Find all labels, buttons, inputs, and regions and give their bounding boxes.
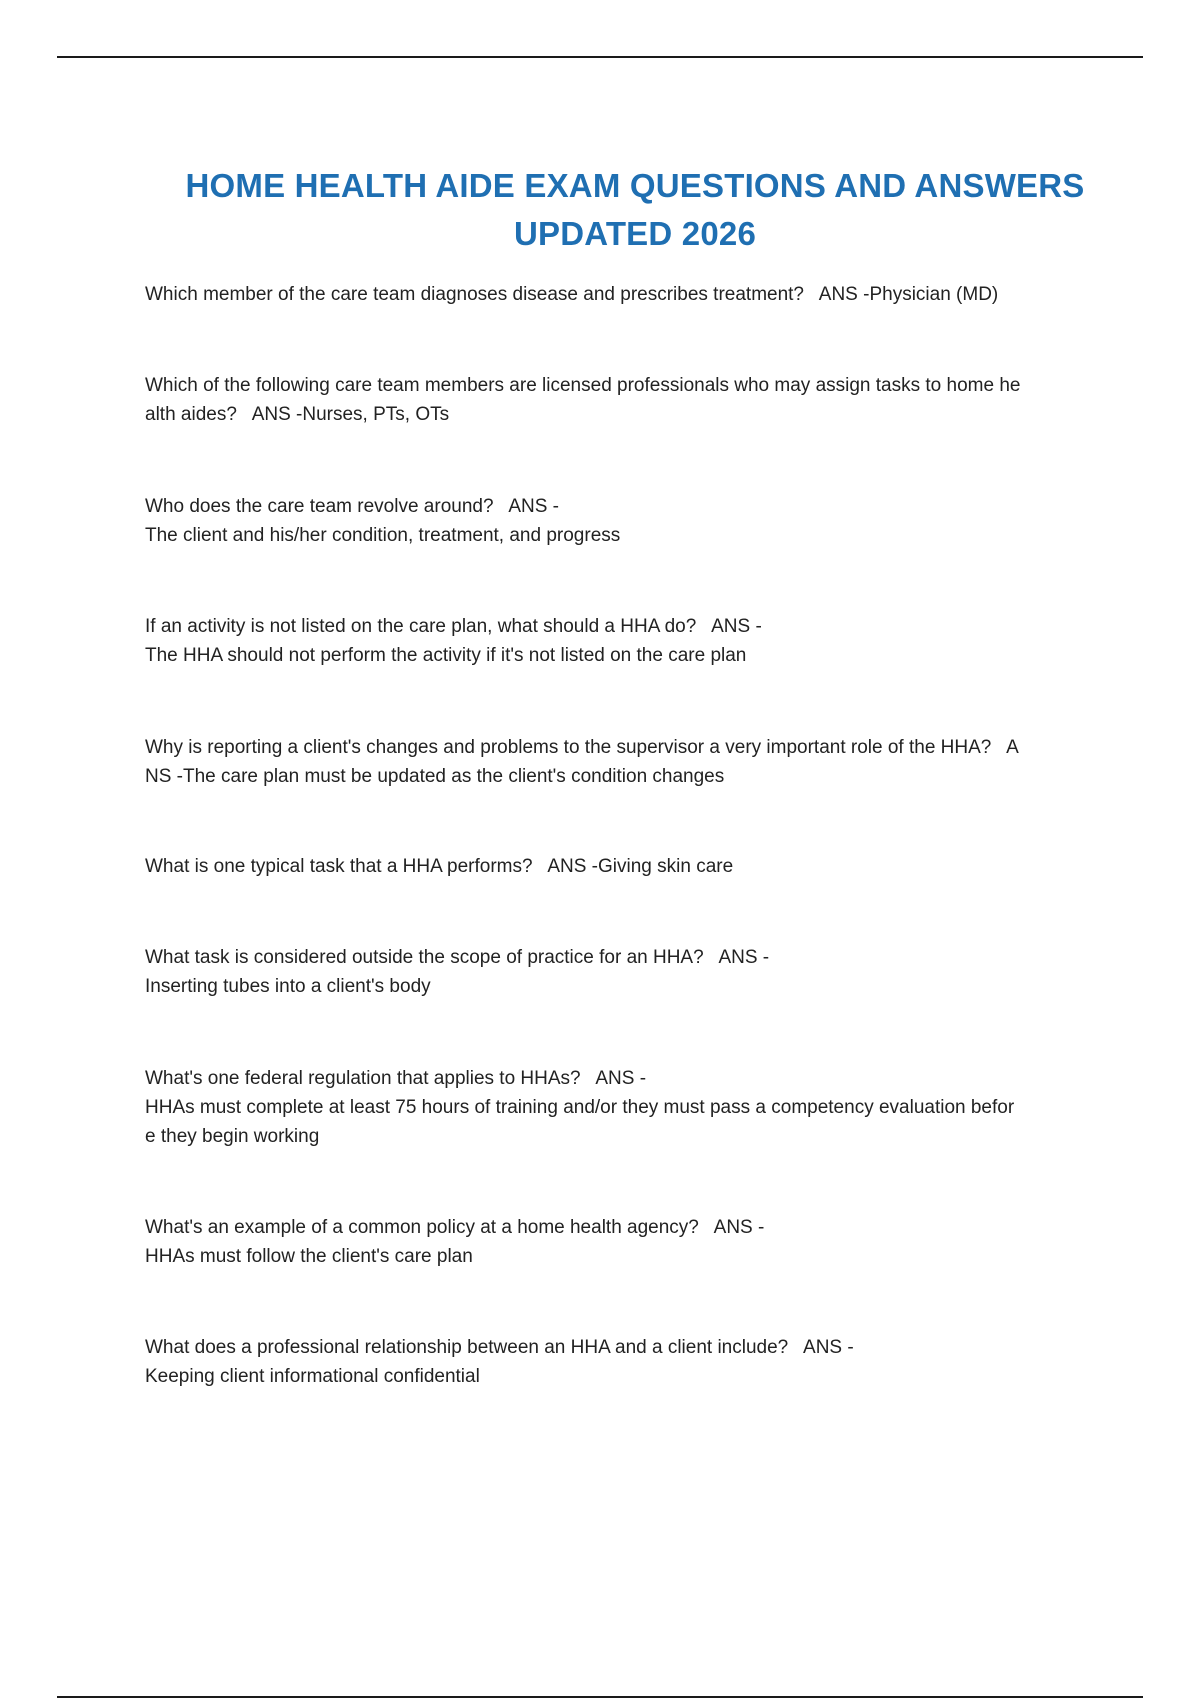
qa-item [145, 852, 1085, 881]
qa-line: What's an example of a common policy at a home health agency? ANS - [145, 1217, 765, 1238]
qa-line: Why is reporting a client's changes and problems to the supervisor a very important role of the HHA? A [145, 737, 1019, 758]
qa-item [145, 1213, 1085, 1271]
qa-line: Which of the following care team members are licensed professionals who may assign tasks to home he [145, 375, 1021, 396]
qa-item [145, 280, 1085, 309]
qa-item [145, 1333, 1085, 1391]
qa-line: Keeping client informational confidential [145, 1366, 480, 1387]
qa-line: Inserting tubes into a client's body [145, 976, 431, 997]
top-rule [57, 56, 1143, 58]
title-line-2: UPDATED 2026 [513, 215, 757, 253]
qa-line: The HHA should not perform the activity if it's not listed on the care plan [145, 645, 747, 666]
qa-line: e they begin working [145, 1126, 320, 1147]
qa-line: HHAs must complete at least 75 hours of training and/or they must pass a competency evaluation befor [145, 1097, 1015, 1118]
qa-item [145, 371, 1085, 429]
qa-line: NS -The care plan must be updated as the client's condition changes [145, 766, 725, 787]
qa-line: Which member of the care team diagnoses disease and prescribes treatment? ANS -Physician (MD) [145, 284, 999, 305]
qa-line: What is one typical task that a HHA performs? ANS -Giving skin care [145, 856, 734, 877]
qa-line: If an activity is not listed on the care plan, what should a HHA do? ANS - [145, 616, 762, 637]
qa-item [145, 492, 1085, 550]
title-line-1: HOME HEALTH AIDE EXAM QUESTIONS AND ANSWERS [185, 167, 1085, 205]
qa-item [145, 943, 1085, 1001]
qa-line: What does a professional relationship between an HHA and a client include? ANS - [145, 1337, 854, 1358]
qa-item [145, 1064, 1085, 1151]
qa-item [145, 612, 1085, 670]
document-title [145, 162, 1125, 258]
qa-line: What's one federal regulation that applies to HHAs? ANS - [145, 1068, 647, 1089]
qa-line: Who does the care team revolve around? ANS - [145, 496, 559, 517]
qa-line: The client and his/her condition, treatment, and progress [145, 525, 621, 546]
qa-line: HHAs must follow the client's care plan [145, 1246, 473, 1267]
qa-line: What task is considered outside the scope of practice for an HHA? ANS - [145, 947, 770, 968]
qa-item [145, 733, 1085, 791]
qa-line: alth aides? ANS -Nurses, PTs, OTs [145, 404, 450, 425]
bottom-rule [57, 1696, 1143, 1698]
